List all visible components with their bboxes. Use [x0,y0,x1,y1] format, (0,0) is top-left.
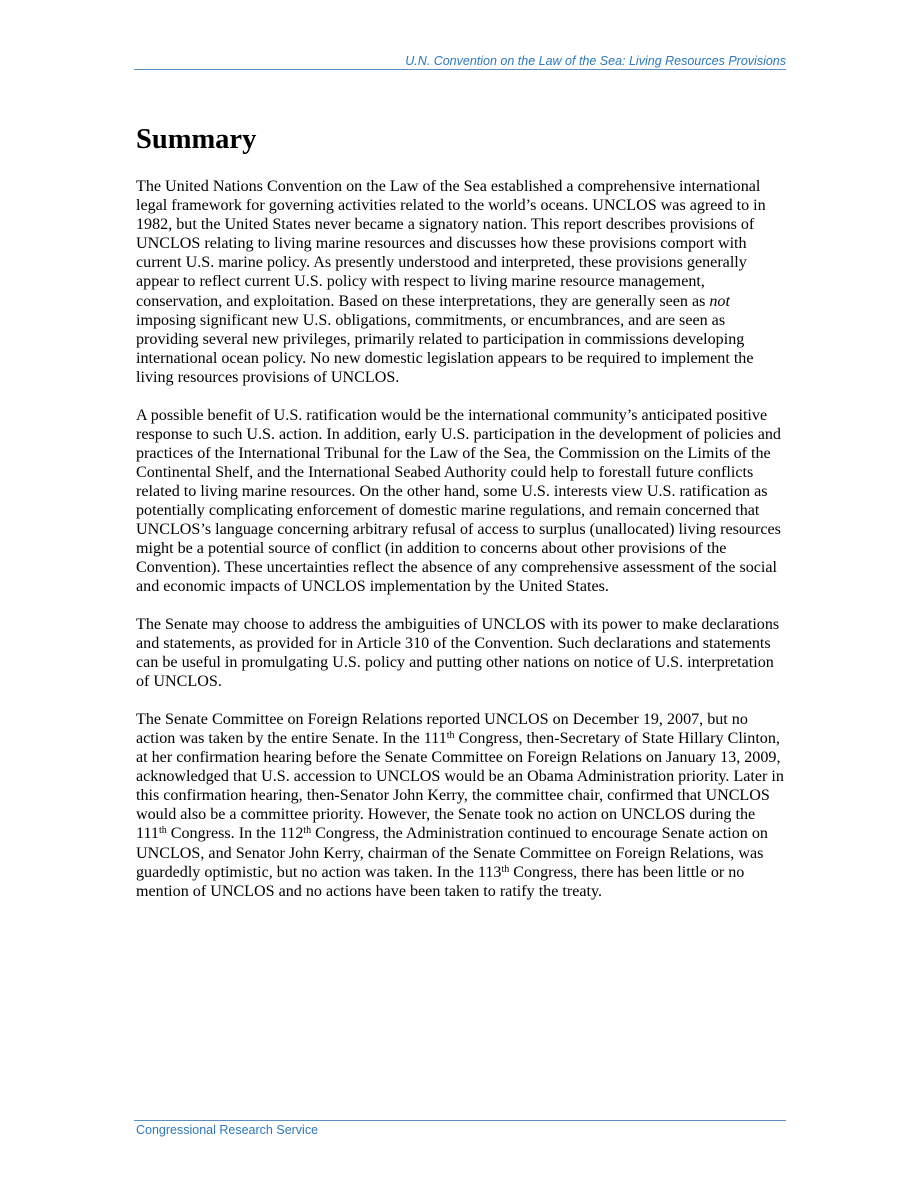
paragraph-1-text-a: The United Nations Convention on the Law of the Sea established a comprehensive international legal framework for governing activities related to the world’s oceans. UNCLOS was agreed to in 1982, but the United States never became a signatory nation. This report describes provisions of UNCLOS relating to living marine resources and discusses how these provisions comport with current U.S. marine policy. As presently understood and interpreted, these provisions generally appear to reflect current U.S. policy with respect to living marine resource management, conservation, and exploitation. Based on these interpretations, they are generally seen as [136,178,766,310]
paragraph-3: The Senate may choose to address the ambiguities of UNCLOS with its power to make declarations and statements, as provided for in Article 310 of the Convention. Such declarations and statements can be useful in promulgating U.S. policy and putting other nations on notice of U.S. interpretation of UNCLOS. [136,615,780,691]
paragraph-4-text-5: Congress, there has been little or no mention of UNCLOS and no actions have been taken to ratify the treaty. [136,863,745,900]
paragraph-4-text-1: The Senate Committee on Foreign Relations reported UNCLOS on December 19, 2007, but no action was taken by the entire Senate. In the 111 [136,710,748,747]
paragraph-4-text-4: Congress, the Administration continued to encourage Senate action on UNCLOS, and Senator John Kerry, chairman of the Senate Committee on Foreign Relations, was guardedly optimistic, but no action was taken. In the 113 [136,825,768,881]
paragraph-1-text-b: imposing significant new U.S. obligations, commitments, or encumbrances, and are seen as providing several new privileges, primarily related to participation in commissions developing international ocean policy. No new domestic legislation appears to be required to implement the living resources provisions of UNCLOS. [136,311,754,386]
paragraph-4-text-2: Congress, then-Secretary of State Hillary Clinton, at her confirmation hearing before the Senate Committee on Foreign Relations on January 13, 2009, acknowledged that U.S. accession to UNCLOS would be an Obama Administration priority. Later in this confirmation hearing, then-Senator John Kerry, the committee chair, confirmed that UNCLOS would also be a committee priority. However, the Senate took no action on UNCLOS during the 111 [136,729,784,843]
ordinal-suffix: th [158,825,167,837]
ordinal-suffix: th [501,863,510,875]
footer-divider [134,1120,786,1121]
paragraph-1-emphasis: not [709,292,730,310]
running-header-title: U.N. Convention on the Law of the Sea: Living Resources Provisions [405,54,786,68]
ordinal-suffix: th [446,729,455,741]
ordinal-suffix: th [303,825,312,837]
paragraph-1 [136,177,788,387]
section-title: Summary [136,124,257,155]
paragraph-4-text-3: Congress. In the 112 [166,825,304,843]
footer-organization: Congressional Research Service [136,1123,319,1137]
paragraph-4 [136,710,788,901]
paragraph-2: A possible benefit of U.S. ratification would be the international community’s anticipated positive response to such U.S. action. In addition, early U.S. participation in the development of policies and practices of the International Tribunal for the Law of the Sea, the Commission on the Limits of the Continental Shelf, and the International Seabed Authority could help to forestall future conflicts related to living marine resources. On the other hand, some U.S. interests view U.S. ratification as potentially complicating enforcement of domestic marine regulations, and remain concerned that UNCLOS’s language concerning arbitrary refusal of access to surplus (unallocated) living resources might be a potential source of conflict (in addition to concerns about other provisions of the Convention). These uncertainties reflect the absence of any comprehensive assessment of the social and economic impacts of UNCLOS implementation by the United States. [136,406,781,596]
header-divider [134,69,786,70]
summary-body [136,177,788,919]
